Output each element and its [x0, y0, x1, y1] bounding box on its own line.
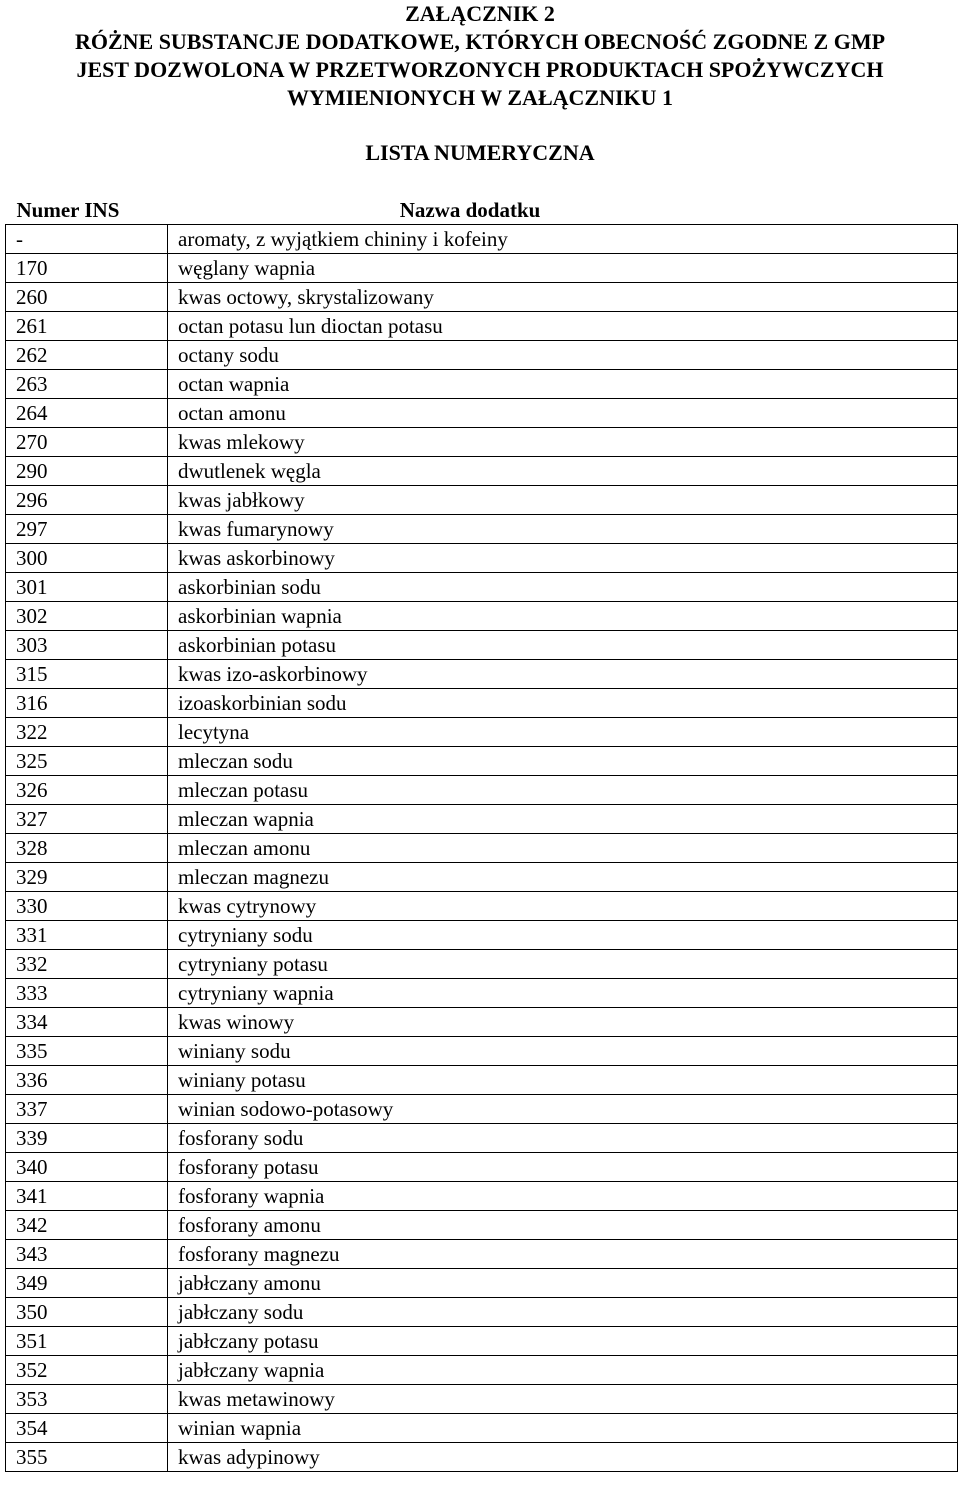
table-row: [6, 631, 958, 660]
additive-name-cell: winiany sodu: [168, 1037, 958, 1066]
table-row: [6, 312, 958, 341]
additive-name-cell: kwas adypinowy: [168, 1443, 958, 1472]
ins-number-cell: 333: [6, 979, 168, 1008]
ins-number-cell: 260: [6, 283, 168, 312]
table-row: [6, 1037, 958, 1066]
additive-name-cell: octan potasu lun dioctan potasu: [168, 312, 958, 341]
additive-name-cell: fosforany sodu: [168, 1124, 958, 1153]
table-row: [6, 921, 958, 950]
ins-number-cell: 343: [6, 1240, 168, 1269]
table-row: [6, 1385, 958, 1414]
ins-number-cell: 329: [6, 863, 168, 892]
additive-name-cell: izoaskorbinian sodu: [168, 689, 958, 718]
additive-name-cell: winian wapnia: [168, 1414, 958, 1443]
table-row: [6, 341, 958, 370]
table-row: [6, 370, 958, 399]
table-row: [6, 1124, 958, 1153]
table-row: [6, 805, 958, 834]
ins-number-cell: 331: [6, 921, 168, 950]
additive-name-cell: mleczan wapnia: [168, 805, 958, 834]
additive-name-cell: octan amonu: [168, 399, 958, 428]
table-row: [6, 544, 958, 573]
document-title-line-2: JEST DOZWOLONA W PRZETWORZONYCH PRODUKTACH SPOŻYWCZYCH: [76, 57, 884, 82]
table-row: [6, 863, 958, 892]
additive-name-cell: węglany wapnia: [168, 254, 958, 283]
ins-number-cell: 352: [6, 1356, 168, 1385]
ins-number-cell: 330: [6, 892, 168, 921]
additive-name-cell: kwas winowy: [168, 1008, 958, 1037]
table-row: [6, 602, 958, 631]
table-row: [6, 486, 958, 515]
table-row: [6, 1008, 958, 1037]
table-row: [6, 1414, 958, 1443]
additive-name-cell: kwas askorbinowy: [168, 544, 958, 573]
ins-number-cell: 263: [6, 370, 168, 399]
table-row: [6, 834, 958, 863]
table-row: [6, 1443, 958, 1472]
additive-name-cell: kwas izo-askorbinowy: [168, 660, 958, 689]
ins-number-cell: 290: [6, 457, 168, 486]
ins-number-cell: 340: [6, 1153, 168, 1182]
list-subtitle: LISTA NUMERYCZNA: [365, 140, 595, 165]
document-title-line-3: WYMIENIONYCH W ZAŁĄCZNIKU 1: [286, 85, 674, 110]
ins-number-cell: 261: [6, 312, 168, 341]
table-body: [6, 225, 958, 1472]
ins-number-cell: 336: [6, 1066, 168, 1095]
table-row: [6, 950, 958, 979]
table-row: [6, 428, 958, 457]
additive-name-cell: kwas fumarynowy: [168, 515, 958, 544]
additive-name-cell: aromaty, z wyjątkiem chininy i kofeiny: [168, 225, 958, 254]
ins-number-cell: 297: [6, 515, 168, 544]
ins-number-cell: 353: [6, 1385, 168, 1414]
ins-number-cell: 335: [6, 1037, 168, 1066]
annex-title: ZAŁĄCZNIK 2: [405, 1, 555, 26]
additive-name-cell: lecytyna: [168, 718, 958, 747]
additive-name-cell: fosforany potasu: [168, 1153, 958, 1182]
additive-name-cell: mleczan sodu: [168, 747, 958, 776]
ins-number-cell: 315: [6, 660, 168, 689]
ins-number-cell: 296: [6, 486, 168, 515]
additive-name-cell: octany sodu: [168, 341, 958, 370]
additive-name-cell: kwas mlekowy: [168, 428, 958, 457]
ins-number-cell: 332: [6, 950, 168, 979]
additive-name-cell: mleczan magnezu: [168, 863, 958, 892]
ins-number-cell: 328: [6, 834, 168, 863]
additive-name-cell: askorbinian potasu: [168, 631, 958, 660]
table-row: [6, 457, 958, 486]
ins-number-cell: 327: [6, 805, 168, 834]
additive-name-cell: askorbinian wapnia: [168, 602, 958, 631]
table-row: [6, 747, 958, 776]
ins-number-cell: 355: [6, 1443, 168, 1472]
column-header-ins-number: Numer INS: [16, 197, 120, 222]
table-row: [6, 979, 958, 1008]
ins-number-cell: 264: [6, 399, 168, 428]
ins-number-cell: 270: [6, 428, 168, 457]
ins-number-cell: 262: [6, 341, 168, 370]
table-row: [6, 1269, 958, 1298]
additive-name-cell: fosforany wapnia: [168, 1182, 958, 1211]
additive-name-cell: cytryniany potasu: [168, 950, 958, 979]
table-row: [6, 1153, 958, 1182]
ins-number-cell: 350: [6, 1298, 168, 1327]
additive-name-cell: jabłczany sodu: [168, 1298, 958, 1327]
ins-number-cell: 322: [6, 718, 168, 747]
column-header-additive-name: Nazwa dodatku: [399, 197, 541, 222]
additive-name-cell: octan wapnia: [168, 370, 958, 399]
ins-number-cell: 342: [6, 1211, 168, 1240]
table-row: [6, 1298, 958, 1327]
additives-table: [5, 196, 958, 1472]
table-row: [6, 225, 958, 254]
ins-number-cell: 300: [6, 544, 168, 573]
additive-name-cell: winiany potasu: [168, 1066, 958, 1095]
additive-name-cell: kwas jabłkowy: [168, 486, 958, 515]
additive-name-cell: jabłczany amonu: [168, 1269, 958, 1298]
table-row: [6, 515, 958, 544]
table-row: [6, 660, 958, 689]
additive-name-cell: cytryniany sodu: [168, 921, 958, 950]
table-row: [6, 1182, 958, 1211]
table-row: [6, 718, 958, 747]
additive-name-cell: jabłczany wapnia: [168, 1356, 958, 1385]
table-row: [6, 399, 958, 428]
table-header-row: [6, 196, 958, 225]
table-row: [6, 689, 958, 718]
table-row: [6, 1327, 958, 1356]
ins-number-cell: 354: [6, 1414, 168, 1443]
ins-number-cell: 325: [6, 747, 168, 776]
table-row: [6, 283, 958, 312]
additive-name-cell: jabłczany potasu: [168, 1327, 958, 1356]
table-row: [6, 254, 958, 283]
ins-number-cell: 316: [6, 689, 168, 718]
additive-name-cell: winian sodowo-potasowy: [168, 1095, 958, 1124]
ins-number-cell: 326: [6, 776, 168, 805]
table-row: [6, 776, 958, 805]
ins-number-cell: 337: [6, 1095, 168, 1124]
ins-number-cell: 301: [6, 573, 168, 602]
ins-number-cell: 170: [6, 254, 168, 283]
document-title-line-1: RÓŻNE SUBSTANCJE DODATKOWE, KTÓRYCH OBECNOŚĆ ZGODNE Z GMP: [74, 29, 886, 54]
additive-name-cell: fosforany amonu: [168, 1211, 958, 1240]
table-row: [6, 573, 958, 602]
additive-name-cell: askorbinian sodu: [168, 573, 958, 602]
ins-number-cell: 351: [6, 1327, 168, 1356]
additive-name-cell: cytryniany wapnia: [168, 979, 958, 1008]
additive-name-cell: mleczan potasu: [168, 776, 958, 805]
additive-name-cell: mleczan amonu: [168, 834, 958, 863]
table-row: [6, 1066, 958, 1095]
additive-name-cell: fosforany magnezu: [168, 1240, 958, 1269]
table-row: [6, 1211, 958, 1240]
table-row: [6, 1095, 958, 1124]
additive-name-cell: kwas cytrynowy: [168, 892, 958, 921]
ins-number-cell: 302: [6, 602, 168, 631]
table-row: [6, 1356, 958, 1385]
additive-name-cell: kwas octowy, skrystalizowany: [168, 283, 958, 312]
ins-number-cell: 349: [6, 1269, 168, 1298]
ins-number-cell: 341: [6, 1182, 168, 1211]
additive-name-cell: dwutlenek węgla: [168, 457, 958, 486]
additive-name-cell: kwas metawinowy: [168, 1385, 958, 1414]
ins-number-cell: -: [6, 225, 168, 254]
ins-number-cell: 334: [6, 1008, 168, 1037]
table-row: [6, 1240, 958, 1269]
ins-number-cell: 339: [6, 1124, 168, 1153]
table-row: [6, 892, 958, 921]
ins-number-cell: 303: [6, 631, 168, 660]
